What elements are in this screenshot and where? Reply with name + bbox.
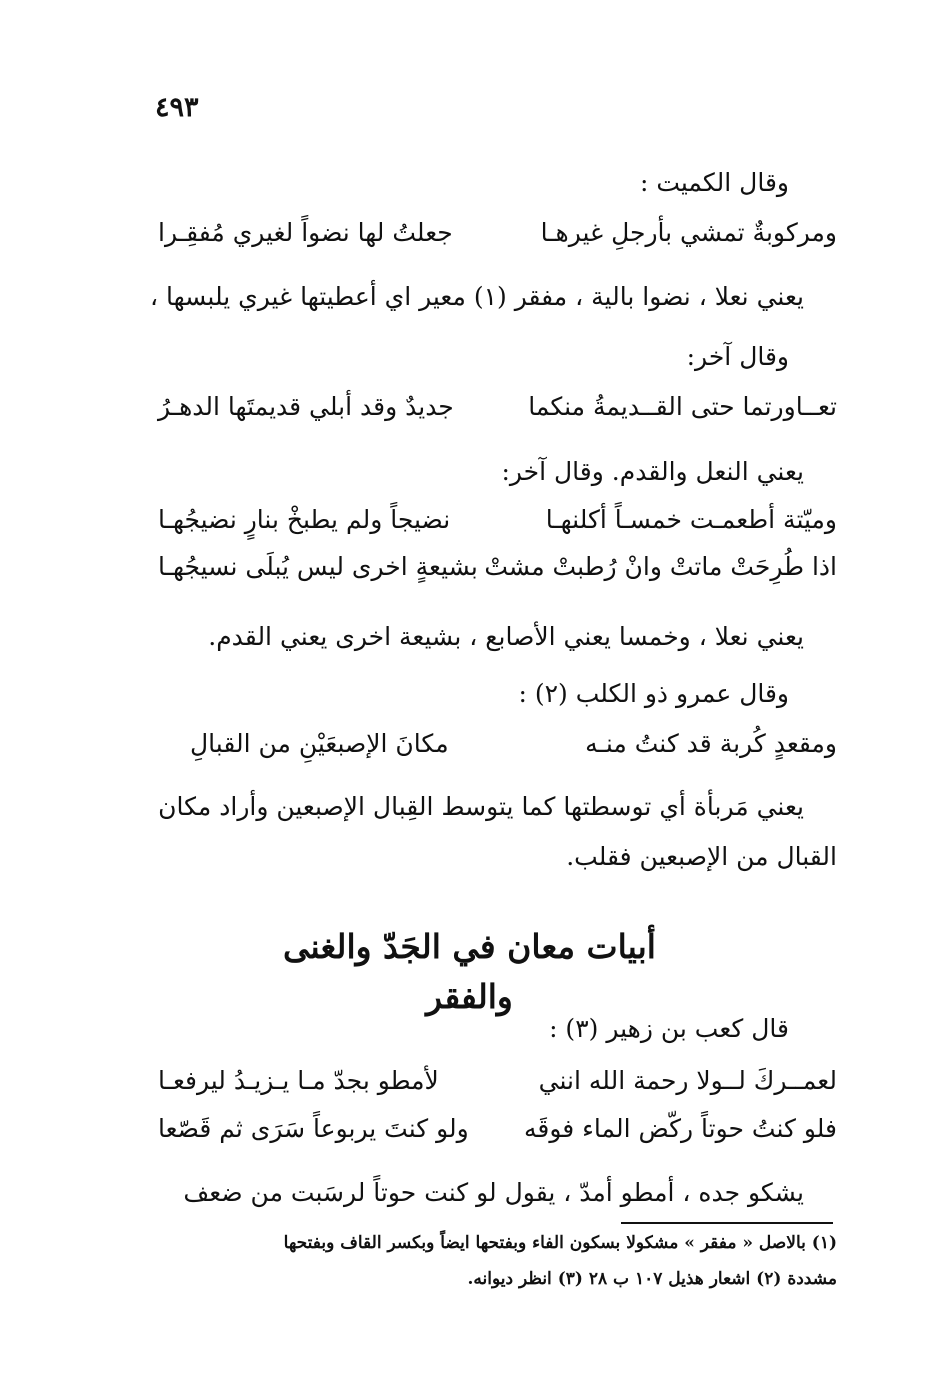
verse-first-hemistich: فلو كنتُ حوتاً ركّض الماء فوقَه [523, 1114, 837, 1143]
verse-first-hemistich: وميّتة أطعمـت خمسـاً أكلنهـا [545, 505, 837, 534]
verse-second-hemistich: جديدٌ وقد أبلي قديمتَها الدهـرُ [158, 392, 454, 421]
verse-second-hemistich: لأمطو بجدّ مـا يـزيـدُ ليرفعـا [158, 1066, 439, 1095]
intro-kumait: وقال الكميت : [639, 168, 789, 197]
footnote-line: (١) بالاصل « مفقر » مشكولا بسكون الفاء وبفتحها ايضاً وبكسر القاف وبفتحها [283, 1233, 837, 1253]
verse-first-hemistich: ومقعدٍ كُربة قد كنتُ منـه [585, 729, 837, 758]
verse-first-hemistich: تعــاورتما حتى القــديمةُ منكما [528, 392, 837, 421]
section-title: أبيات معان في الجَدّ والغنى والفقر [283, 927, 656, 1016]
explanation-line: يعني النعل والقدم. وقال آخر: [501, 457, 804, 486]
intro-akhar: وقال آخر: [686, 342, 789, 371]
footnote-line: مشددة (٢) اشعار هذيل ١٠٧ ب ٢٨ (٣) انظر ديوانه. [467, 1269, 837, 1289]
explanation-line: يشكو جده ، أمطو أمدّ ، يقول لو كنت حوتاً لرسَبت من ضعف [183, 1178, 804, 1207]
explanation-line: القبال من الإصبعين فقلب. [566, 842, 837, 871]
verse-second-hemistich: ولو كنتَ يربوعاً سَرَى ثم قَصّعا [158, 1114, 469, 1143]
verse-second-hemistich: بشيعةٍ اخرى ليس يُبلَى نسيجُهـا [158, 552, 478, 581]
explanation-line: يعني نعلا ، نضوا بالية ، مفقر (١) معير اي أعطيتها غيري يلبسها ، [149, 282, 804, 311]
verse-second-hemistich: نضيجاً ولم يطبخْ بنارٍ نضيجُهـا [158, 505, 451, 534]
verse-second-hemistich: جعلتُ لها نضواً لغيري مُفقِـرا [158, 218, 453, 247]
page-number: ٤٩٣ [155, 92, 199, 123]
verse-first-hemistich: لعمــركَ لــولا رحمة الله انني [538, 1066, 837, 1095]
footnote-divider [621, 1222, 833, 1224]
explanation-line: يعني مَربأة أي توسطتها كما يتوسط القِبال الإصبعين وأراد مكان [158, 792, 804, 821]
verse-first-hemistich: ومركوبةٌ تمشي بأرجلِ غيرهـا [540, 218, 837, 247]
intro-amr: وقال عمرو ذو الكلب (٢) : [518, 679, 789, 708]
verse-second-hemistich: مكانَ الإصبعَيْنِ من القبالِ [190, 729, 449, 758]
verse-first-hemistich: اذا طُرِحَتْ ماتتْ وانْ رُطبتْ مشتْ [484, 552, 837, 581]
intro-kaab: قال كعب بن زهير (٣) : [549, 1014, 789, 1043]
explanation-line: يعني نعلا ، وخمسا يعني الأصابع ، بشيعة اخرى يعني القدم. [208, 622, 804, 651]
